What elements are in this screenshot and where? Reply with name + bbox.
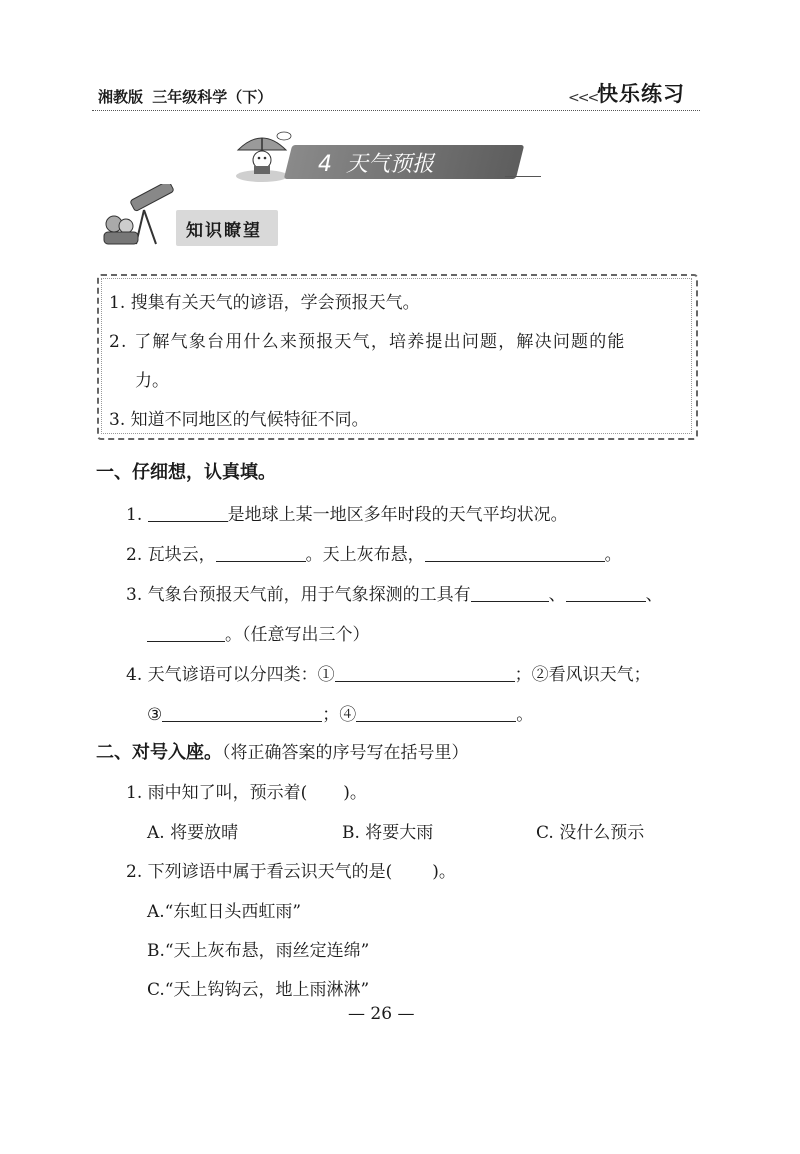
knowledge-item-1: 1. 搜集有关天气的谚语，学会预报天气。 [109, 293, 420, 313]
s2q2-option-c: C.“天上钩钩云，地上雨淋淋” [147, 980, 370, 1000]
q1-text: 是地球上某一地区多年时段的天气平均状况。 [227, 505, 568, 525]
chevron-left-icon: <<< [568, 90, 598, 106]
q2-part-a: 2. 瓦块云， [126, 545, 216, 565]
section2-title: 二、对号入座。 [96, 742, 222, 763]
s1-question-4-cont [147, 700, 533, 725]
q3-sep-1: 、 [548, 585, 566, 605]
q4-part-d: ；④ [322, 705, 357, 725]
publisher-label: 湘教版 [98, 88, 144, 106]
q2-blank-1[interactable] [216, 543, 306, 562]
s1-question-4 [126, 660, 651, 685]
s2q2-option-b: B.“天上灰布悬，雨丝定连绵” [147, 941, 370, 961]
title-underline [505, 176, 541, 177]
q4-blank-3[interactable] [356, 703, 516, 722]
s1-question-1 [126, 500, 568, 525]
q3-blank-3[interactable] [147, 623, 225, 642]
brand-title: 快乐练习 [597, 82, 685, 106]
section2-note: （将正确答案的序号写在括号里） [222, 743, 469, 763]
lesson-title [318, 147, 434, 178]
s2q1-option-a: A. 将要放晴 [147, 823, 239, 843]
q2-part-c: 。 [604, 545, 622, 565]
book-edition [98, 86, 276, 107]
q4-part-c: ③ [147, 705, 163, 725]
q3-blank-1[interactable] [471, 583, 549, 602]
q1-answer-blank[interactable] [148, 503, 228, 522]
s2-question-1 [126, 778, 367, 803]
q4-part-a: 4. 天气谚语可以分四类：① [126, 665, 335, 685]
s1-question-3 [126, 580, 663, 605]
q4-part-e: 。 [516, 705, 534, 725]
s2q1-option-c: C. 没什么预示 [536, 823, 645, 843]
q3-sep-2: 、 [645, 585, 663, 605]
q2-blank-2[interactable] [425, 543, 605, 562]
q3-part-a: 3. 气象台预报天气前，用于气象探测的工具有 [126, 585, 471, 605]
lesson-title-text: 天气预报 [346, 152, 435, 177]
header-divider [92, 110, 700, 111]
s1-question-2 [126, 540, 622, 565]
knowledge-item-2: 2. 了解气象台用什么来预报天气，培养提出问题，解决问题的能 [109, 332, 626, 352]
section-tag: 知识瞭望 [186, 221, 262, 241]
q2-part-b: 。天上灰布悬， [305, 545, 425, 565]
s2q2-close: )。 [432, 862, 456, 882]
grade-subject-label: 三年级科学（下） [152, 88, 273, 106]
s2q2-stem: 2. 下列谚语中属于看云识天气的是( [126, 862, 393, 882]
q3-part-b: 。（任意写出三个） [225, 625, 370, 645]
q4-blank-1[interactable] [335, 663, 515, 682]
knowledge-item-2-cont: 力。 [135, 371, 169, 391]
s2q2-option-a: A.“东虹日头西虹雨” [147, 902, 302, 922]
q4-blank-2[interactable] [162, 703, 322, 722]
section1-heading: 一、仔细想，认真填。 [96, 462, 276, 483]
knowledge-item-3: 3. 知道不同地区的气候特征不同。 [109, 410, 369, 430]
s2q1-option-b: B. 将要大雨 [342, 823, 434, 843]
s2q1-close: )。 [343, 783, 367, 803]
q4-part-b: ；②看风识天气； [514, 665, 651, 685]
q1-number: 1. [126, 505, 143, 525]
section2-heading [96, 738, 469, 764]
s2-question-2 [126, 857, 456, 882]
mascot-umbrella-icon [232, 128, 292, 184]
lesson-number: 4 [318, 152, 332, 177]
s1-question-3-cont [147, 620, 370, 645]
page-number: — 26 — [348, 1004, 415, 1024]
telescope-kids-icon [100, 184, 180, 248]
s2q1-stem: 1. 雨中知了叫，预示着( [126, 783, 308, 803]
q3-blank-2[interactable] [566, 583, 646, 602]
